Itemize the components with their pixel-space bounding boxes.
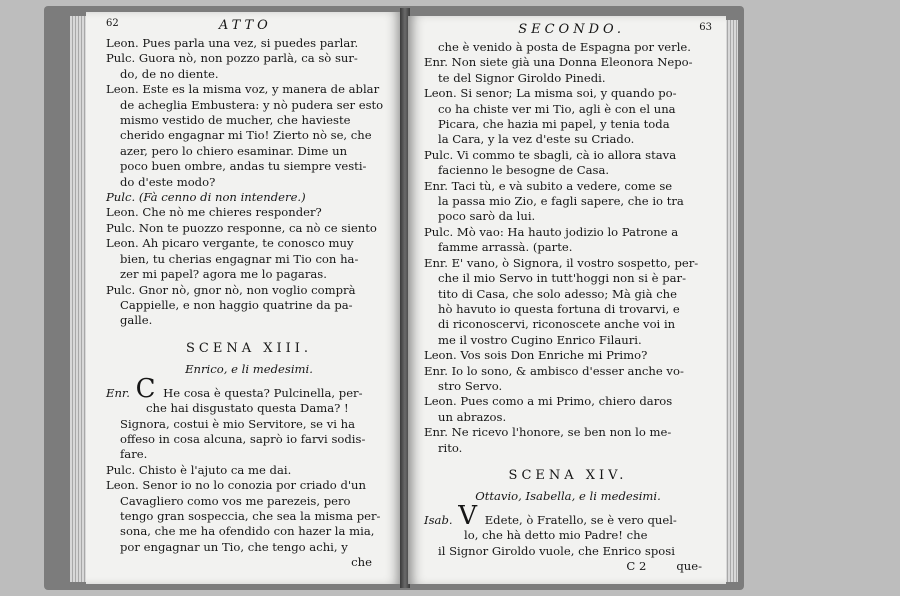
text-line: poco buen ombre, andas tu siempre vesti- bbox=[120, 159, 367, 174]
scene-opening bbox=[424, 500, 712, 559]
text-line: galle. bbox=[120, 313, 153, 328]
left-page bbox=[86, 12, 402, 584]
page-number-left: 62 bbox=[106, 18, 119, 29]
text-line: Cappielle, e non haggio quatrine da pa- bbox=[120, 297, 353, 312]
text-line: Pulc. Non te puozzo responne, ca nò ce siento bbox=[106, 220, 377, 235]
text-line: poco sarò da lui. bbox=[438, 209, 536, 224]
text-line: Leon. Este es la misma voz, y manera de ablar bbox=[106, 82, 380, 97]
text-line: Pulc. Gnor nò, gnor nò, non voglio comprà bbox=[106, 282, 356, 297]
text-line: stro Servo. bbox=[438, 378, 503, 393]
text-line: Enr. Non siete già una Donna Eleonora Nepo- bbox=[424, 55, 693, 70]
text-line: Pulc. Vi commo te sbagli, cà io allora stava bbox=[424, 147, 677, 162]
text-line: tengo gran sospeccia, che sea la misma per- bbox=[120, 508, 381, 523]
scene-heading: SCENA XIV. bbox=[508, 467, 628, 483]
text-line: do d'este modo? bbox=[120, 174, 216, 189]
text-line: che è venido à posta de Espagna por verle. bbox=[438, 40, 691, 54]
text-line: rito. bbox=[438, 440, 463, 455]
text-line: te del Signor Giroldo Pinedi. bbox=[438, 70, 606, 85]
text-line: Leon. Vos sois Don Enriche mi Primo? bbox=[424, 348, 648, 363]
stage-direction: Pulc. (Fà cenno di non intendere.) bbox=[106, 190, 306, 205]
text-line: di riconoscervi, riconoscete anche voi in bbox=[438, 317, 676, 332]
opening-line bbox=[106, 373, 392, 404]
text-line: Picara, che hazia mi papel, y tenia toda bbox=[438, 117, 670, 132]
text-line: Pulc. Mò vao: Ha hauto jodizio lo Patrone a bbox=[424, 224, 679, 239]
text-line: tito di Casa, che solo adesso; Mà già che bbox=[438, 286, 678, 301]
text-line: Enr. Taci tù, e và subito a vedere, come se bbox=[424, 178, 673, 193]
text-line: Signora, costui è mio Servitore, se vi ha bbox=[120, 416, 356, 431]
text-line: fare. bbox=[120, 447, 148, 462]
scene-opening bbox=[106, 373, 392, 555]
speaker-label: Enr. bbox=[106, 385, 130, 400]
text-line: la Cara, y la vez d'este su Criado. bbox=[438, 132, 635, 147]
running-title-right: SECONDO. bbox=[518, 22, 626, 37]
signature-mark: C 2 bbox=[626, 559, 647, 574]
speaker-label: Isab. bbox=[424, 512, 453, 527]
text-line: me il vostro Cugino Enrico Filauri. bbox=[438, 332, 642, 347]
scene-characters: Enrico, e li medesimi. bbox=[185, 361, 313, 376]
text-line: Leon. Che nò me chieres responder? bbox=[106, 205, 322, 220]
text-line: bien, tu cherias engagnar mi Tio con ha- bbox=[120, 251, 359, 266]
text-line: un abrazos. bbox=[438, 409, 507, 424]
text-line: che il mio Servo in tutt'hoggi non si è par- bbox=[438, 271, 686, 286]
text-line: lo, che hà detto mio Padre! che bbox=[464, 528, 648, 543]
text-line: Enr. Io lo sono, & ambisco d'esser anche vo- bbox=[424, 363, 684, 378]
text-line: de acheglia Embustera: y nò pudera ser esto bbox=[120, 97, 384, 112]
text-line: hò havuto io questa fortuna di trovarvi, e bbox=[438, 301, 680, 316]
opening-line bbox=[424, 500, 712, 531]
right-page-header bbox=[424, 22, 712, 38]
left-dialogue bbox=[106, 36, 392, 329]
text-line: Leon. Si senor; La misma soi, y quando po- bbox=[424, 86, 677, 101]
text-line: Pulc. Chisto è l'ajuto ca me dai. bbox=[106, 462, 292, 477]
text-line: facienno le besogne de Casa. bbox=[438, 163, 610, 178]
running-title-left: ATTO bbox=[218, 18, 272, 33]
scene-heading: SCENA XIII. bbox=[185, 340, 313, 356]
text-line: che hai disgustato questa Dama? ! bbox=[146, 401, 349, 416]
text-line: Cavagliero como vos me parezeis, pero bbox=[120, 493, 351, 508]
text-line: Leon. Ah picaro vergante, te conosco muy bbox=[106, 236, 354, 251]
text-line: por engagnar un Tio, che tengo achi, y bbox=[120, 539, 348, 554]
text-line: cherido engagnar mi Tio! Zierto nò se, che bbox=[120, 128, 372, 143]
text-line: il Signor Giroldo vuole, che Enrico sposi bbox=[438, 543, 675, 558]
text-line: sona, che me ha ofendido con hazer la mia, bbox=[120, 524, 375, 539]
text-line: Enr. Ne ricevo l'honore, se ben non lo me- bbox=[424, 425, 672, 440]
text-line: zer mi papel? agora me lo pagaras. bbox=[120, 267, 327, 282]
text-line: He cosa è questa? Pulcinella, per- bbox=[163, 385, 363, 400]
catchword-right: que- bbox=[676, 559, 702, 574]
text-line: azer, pero lo chiero esaminar. Dime un bbox=[120, 143, 348, 158]
right-page-edges bbox=[724, 20, 738, 582]
page-number-right: 63 bbox=[699, 22, 712, 33]
text-line: famme arrassà. (parte. bbox=[438, 240, 573, 255]
text-line: Enr. E' vano, ò Signora, il vostro sospetto, per- bbox=[424, 255, 699, 270]
right-page bbox=[408, 16, 726, 584]
right-dialogue bbox=[424, 40, 712, 456]
drop-cap: C bbox=[135, 373, 156, 404]
text-line: Pulc. Guora nò, non pozzo parlà, ca sò sur- bbox=[106, 51, 358, 66]
text-line: mismo vestido de mucher, che havieste bbox=[120, 113, 351, 128]
text-line: Leon. Pues como a mi Primo, chiero daros bbox=[424, 394, 673, 409]
text-line: Leon. Senor io no lo conozia por criado d'un bbox=[106, 478, 366, 493]
left-page-header bbox=[106, 18, 392, 34]
page-footer bbox=[424, 559, 712, 574]
drop-cap: V bbox=[458, 500, 478, 531]
scene-characters: Ottavio, Isabella, e li medesimi. bbox=[475, 488, 661, 503]
text-line: offeso in cosa alcuna, saprò io farvi sodis- bbox=[120, 431, 366, 446]
catchword-left: che bbox=[351, 555, 372, 570]
text-line: Leon. Pues parla una vez, si puedes parlar. bbox=[106, 36, 359, 50]
text-line: co ha chiste ver mi Tio, agli è con el una bbox=[438, 101, 676, 116]
text-line: do, de no diente. bbox=[120, 66, 219, 81]
text-line: la passa mio Zio, e fagli sapere, che io tra bbox=[438, 194, 684, 209]
text-line: Edete, ò Fratello, se è vero quel- bbox=[484, 512, 677, 527]
